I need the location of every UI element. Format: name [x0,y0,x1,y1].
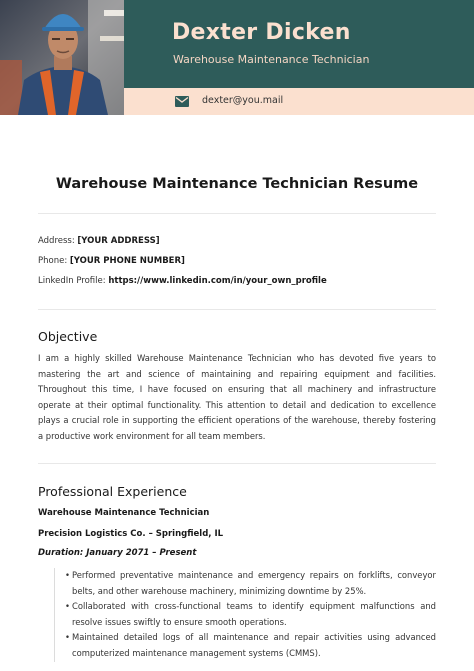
address-line [38,236,160,246]
mail-icon [175,96,189,107]
experience-heading: Professional Experience [38,484,187,499]
objective-heading: Objective [38,329,98,344]
divider [38,309,436,310]
profile-photo [0,0,124,115]
list-item: • Collaborated with cross-functional teams to identify equipment malfunctions and resolve issues swiftly to ensure smooth operations. [65,599,436,630]
divider [38,463,436,464]
responsibilities-list [54,568,436,662]
job-duration: Duration: January 2071 – Present [38,548,197,558]
linkedin-label: LinkedIn Profile: [38,276,106,286]
phone-line [38,256,185,266]
candidate-role: Warehouse Maintenance Technician [173,53,370,66]
worker-portrait-image [0,0,124,115]
phone-value: [YOUR PHONE NUMBER] [69,256,185,266]
job-title: Warehouse Maintenance Technician [38,508,210,518]
list-item: • Performed preventative maintenance and emergency repairs on forklifts, conveyor belts, and other warehouse machinery, minimizing downtime by 25%. [65,568,436,599]
contact-strip [124,88,474,115]
header-banner [124,0,474,88]
list-item: • Maintained detailed logs of all maintenance and repair activities using advanced computerized maintenance management systems (CMMS). [65,630,436,661]
resume-header [0,0,474,115]
linkedin-link[interactable]: https://www.linkedin.com/in/your_own_profile [108,276,327,286]
email-link[interactable]: dexter@you.mail [202,95,284,106]
linkedin-line [38,276,327,286]
divider [38,213,436,214]
company-location: Precision Logistics Co. – Springfield, IL [38,529,224,539]
address-value: [YOUR ADDRESS] [77,236,160,246]
candidate-name: Dexter Dicken [172,20,351,45]
document-title: Warehouse Maintenance Technician Resume [55,176,419,192]
phone-label: Phone: [38,256,68,266]
objective-text: I am a highly skilled Warehouse Maintenance Technician who has devoted five years to mastering the art and science of maintaining and repairing equipment and facilities. Throughout this time, I have focused on ensuring that all machinery and infrastructure operate at their optimal functionality. This attention to detail and dedication to excellence plays a crucial role in supporting the efficient operations of the warehouse, thereby fostering a productive work environment for all team members. [38,353,436,441]
address-label: Address: [38,236,75,246]
